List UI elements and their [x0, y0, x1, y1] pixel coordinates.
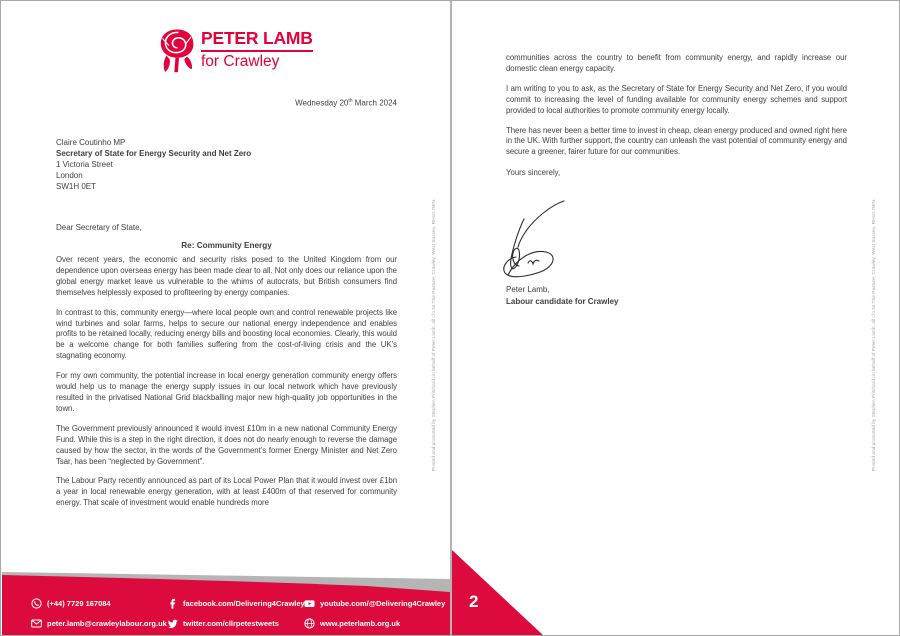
- recipient-name: Claire Coutinho MP: [56, 138, 126, 147]
- labour-rose-icon: [158, 28, 198, 79]
- contact-email[interactable]: [31, 617, 167, 629]
- facebook-icon: [167, 598, 178, 609]
- signature: [500, 195, 570, 292]
- signatory-name: Peter Lamb,: [506, 285, 550, 294]
- contact-facebook[interactable]: [167, 597, 305, 609]
- contact-youtube[interactable]: [304, 597, 445, 609]
- youtube-icon: [304, 598, 315, 609]
- paragraph: Over recent years, the economic and security risks posed to the United Kingdom from our dependence upon overseas energy has been made clear to all. Not only does our reliance upon the global energy market leave us vulnerable to the whims of autocrats, but British consumers find themselves helplessly exposed to profiteering by energy companies.: [56, 255, 397, 297]
- contact-youtube-label: youtube.com/@Delivering4Crawley: [320, 598, 446, 608]
- page-number: 2: [469, 592, 479, 611]
- page-divider: [450, 1, 452, 636]
- signatory-title: Labour candidate for Crawley: [506, 297, 619, 306]
- letter-body-page1: [56, 255, 397, 518]
- brand-tagline: for Crawley: [201, 52, 280, 70]
- contact-email-label: peter.lamb@crawleylabour.org.uk: [47, 618, 167, 628]
- contact-website-label: www.peterlamb.org.uk: [320, 618, 401, 628]
- paragraph: The Labour Party recently announced as part of its Local Power Plan that it would invest over £1bn a year in local renewable energy generation, with at least £400m of that reserved for community energy. That scale of investment would enable hundreds more: [56, 476, 397, 508]
- recipient-postcode: SW1H 0ET: [56, 182, 97, 191]
- paragraph: There has never been a better time to invest in cheap, clean energy produced and owned right here in the UK. With further support, the country can unleash the vast potential of community energy and secure a greener, fairer future for our communities.: [506, 125, 847, 157]
- subject-line: Re: Community Energy: [181, 241, 272, 250]
- contact-facebook-label: facebook.com/Delivering4Crawley: [183, 598, 305, 608]
- corner-triangle: [452, 550, 544, 636]
- globe-icon: [304, 618, 315, 629]
- email-icon: [31, 618, 42, 629]
- imprint-text: Printed and promoted by Stephen Pritchard on behalf of Peter Lamb, all c/o 34 The Pasture, Crawley, West Sussex, RH10 7WN.: [432, 198, 437, 472]
- campaign-logo: [201, 30, 313, 69]
- paragraph: The Government previously announced it would invest £10m in a new national Community Energy Fund. While this is a step in the right direction, it does not do nearly enough to reverse the damage caused by how the sector, in the words of the Government’s former Energy Minister and Net Zero Tsar, has been “neglected by Government”.: [56, 423, 397, 466]
- contact-phone-label: (+44) 7729 167084: [47, 598, 111, 608]
- twitter-icon: [167, 618, 178, 629]
- brand-name: PETER LAMB: [201, 30, 313, 52]
- recipient-title: Secretary of State for Energy Security and Net Zero: [56, 149, 252, 158]
- contact-twitter-label: twitter.com/cllrpetestweets: [183, 618, 279, 628]
- recipient-city: London: [56, 171, 83, 180]
- letter-date: Wednesday 20th March 2024: [295, 98, 397, 108]
- letter-body-page2: [506, 53, 847, 177]
- paragraph: communities across the country to benefit from community energy, and rapidly increase our domestic clean energy capacity.: [506, 53, 847, 73]
- imprint-text: Printed and promoted by Stephen Pritchard on behalf of Peter Lamb, all c/o 34 The Pasture, Crawley, West Sussex, RH10 7WN.: [872, 198, 877, 472]
- paragraph: In contrast to this, community energy—where local people own and control renewable projects like wind turbines and solar farms, helps to secure our national energy independence and enables profits to be retained locally, reducing energy bills and boosting local economies. Clearly, this would be a welcome change for both families suffering from the cost-of-living crisis and the UK’s stagnating economy.: [56, 307, 397, 361]
- contact-website[interactable]: [304, 617, 400, 629]
- paragraph: I am writing to you to ask, as the Secretary of State for Energy Security and Net Zero, if you would commit to increasing the level of funding available for community energy schemes and support provided to local authorities to promote community energy locally.: [506, 83, 847, 115]
- recipient-address: [56, 137, 251, 192]
- salutation: Dear Secretary of State,: [56, 223, 142, 232]
- recipient-street: 1 Victoria Street: [56, 160, 113, 169]
- whatsapp-icon: [31, 598, 42, 609]
- paragraph: For my own community, the potential increase in local energy generation community energy offers would help us to manage the energy supply issues in our local network which have previously resulted in the privatised National Grid blackballing major new high-quality job opportunities in the town.: [56, 371, 397, 413]
- contact-phone[interactable]: [31, 597, 111, 609]
- closing: Yours sincerely,: [506, 168, 561, 178]
- contact-twitter[interactable]: [167, 617, 279, 629]
